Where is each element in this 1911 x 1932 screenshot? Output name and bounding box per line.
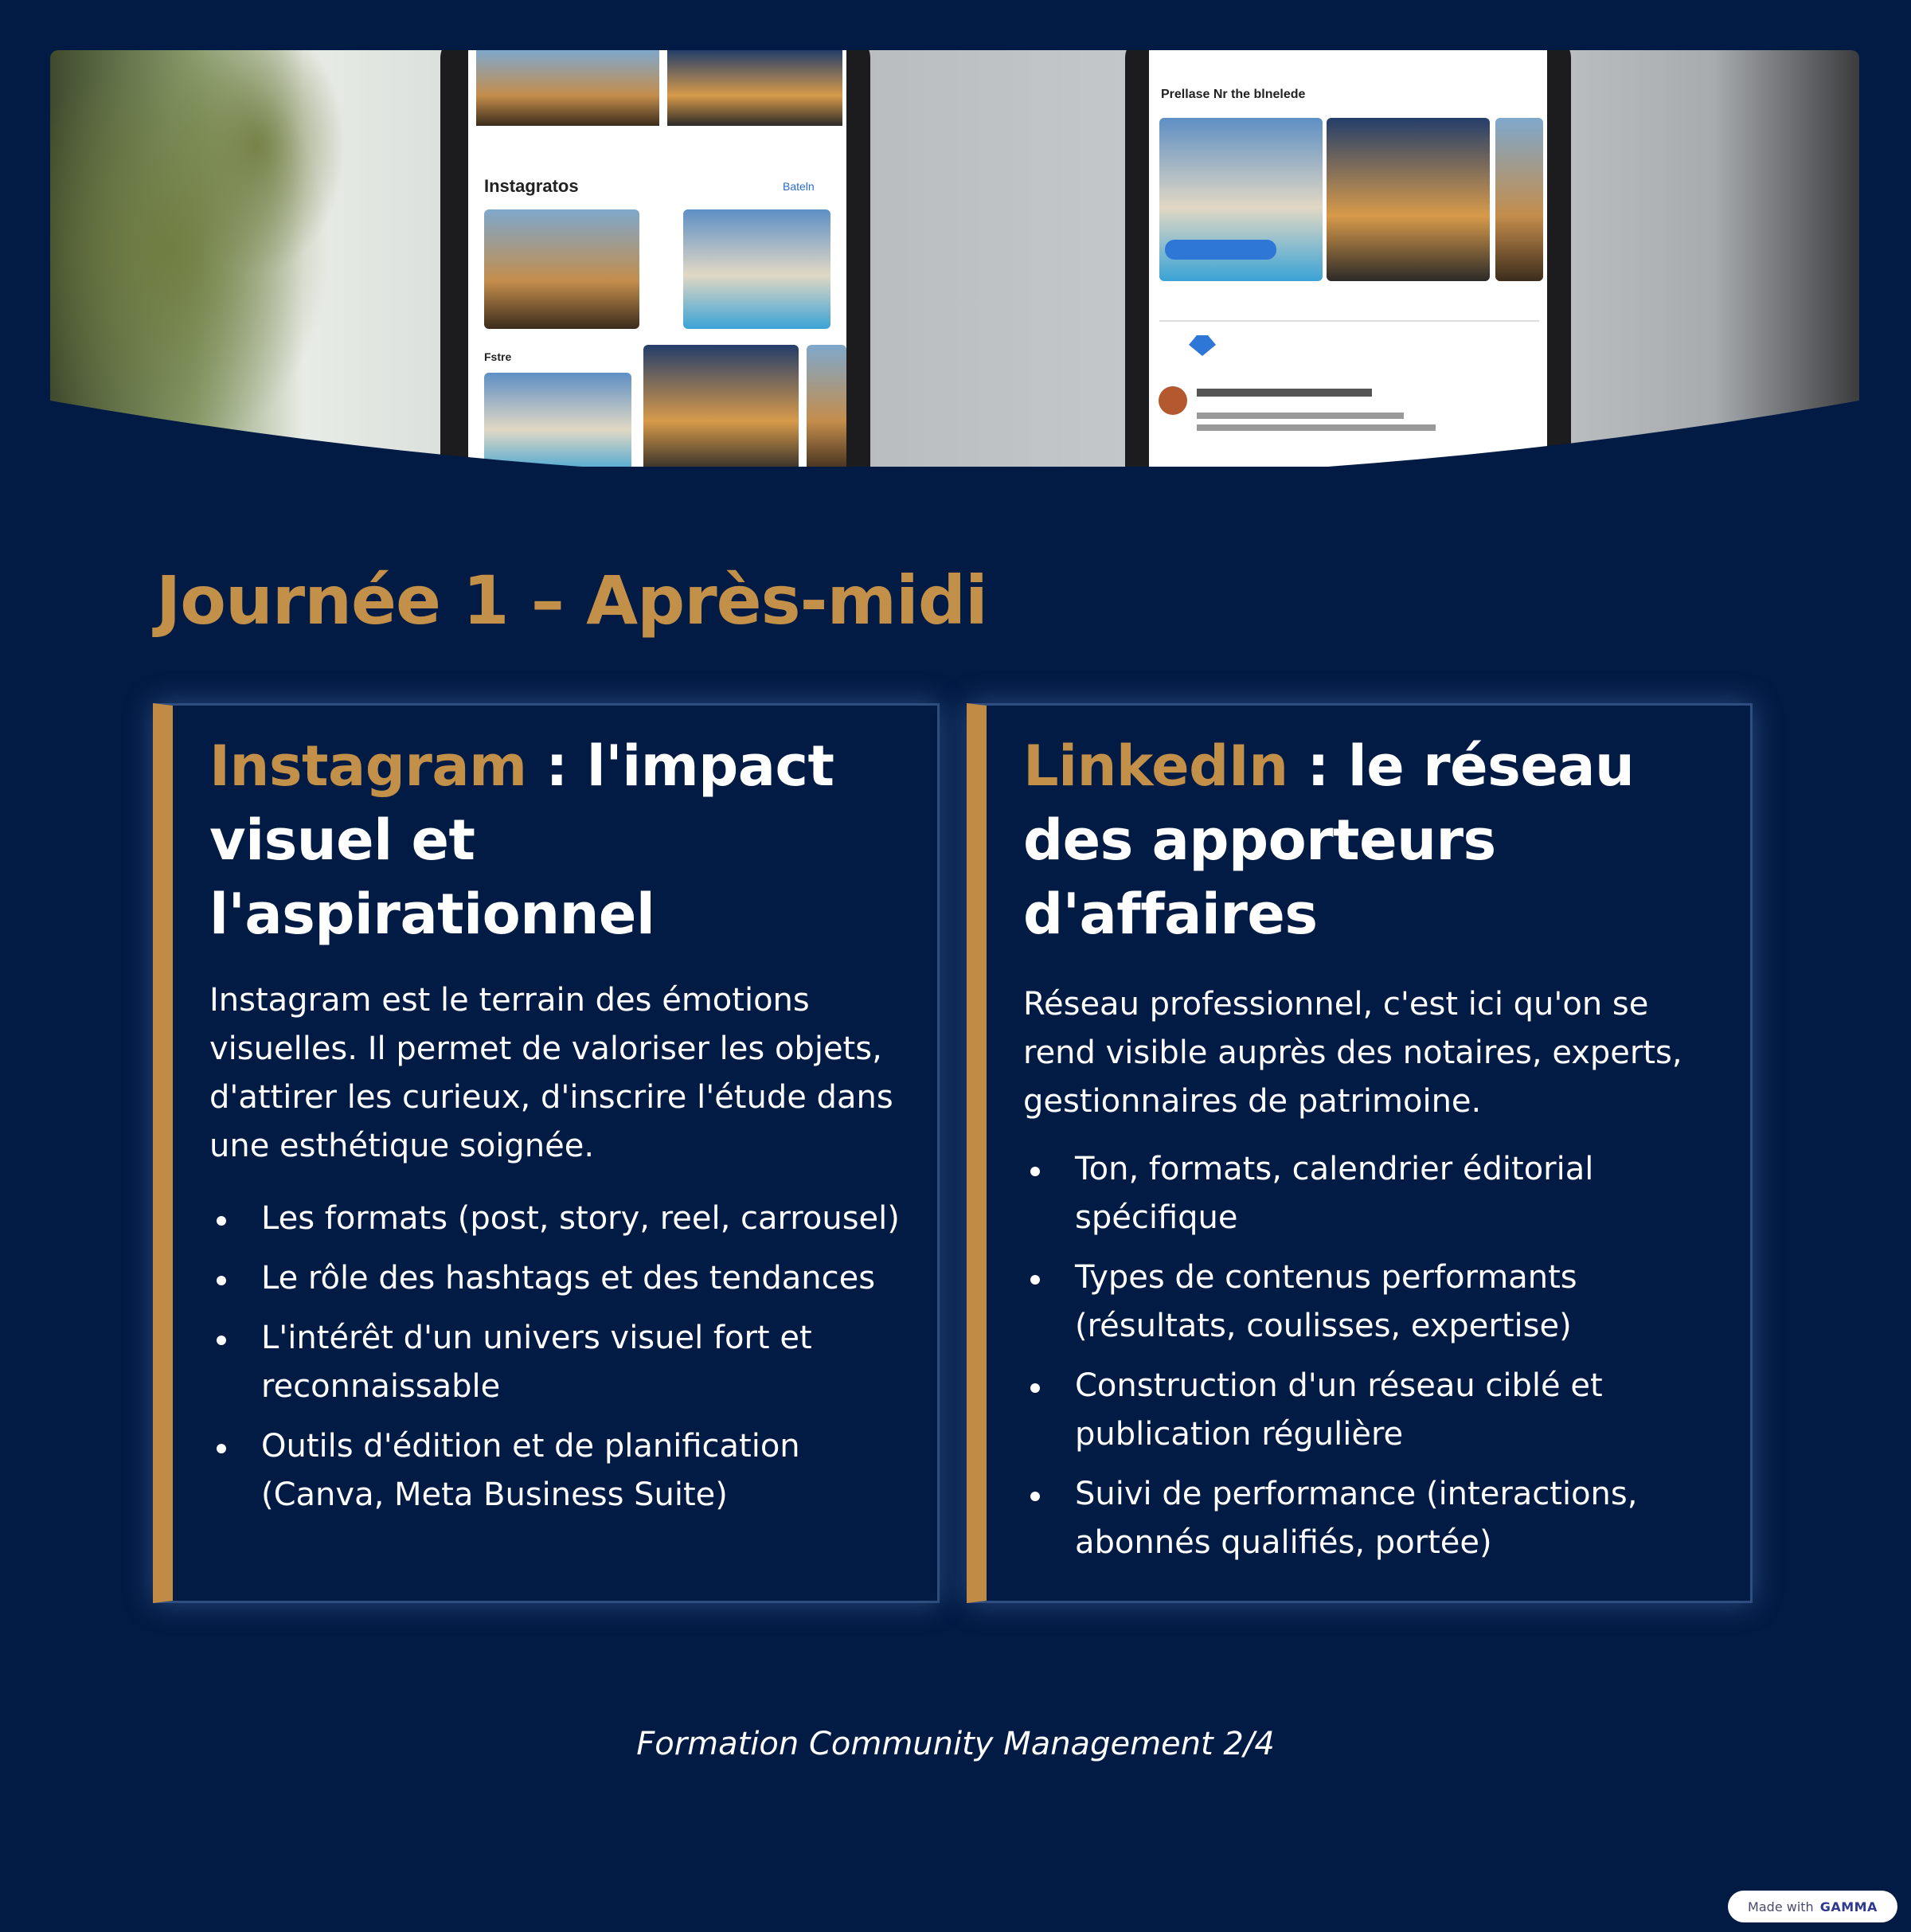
left-phone-title: Instagratos [484, 176, 579, 196]
instagram-card-body: Instagram est le terrain des émotions visuelles. Il permet de valoriser les objets, d'attirer les curieux, d'inscrire l'étude dans une esthétique soignée. [209, 982, 893, 1164]
list-item: Construction d'un réseau ciblé et publication régulière [1023, 1362, 1724, 1459]
made-with-gamma-badge[interactable] [1728, 1891, 1897, 1922]
instagram-card-heading [209, 729, 926, 952]
left-phone-section: Fstre [484, 350, 512, 363]
footer-caption: Formation Community Management 2/4 [636, 1726, 1275, 1762]
badge-prefix: Made with [1748, 1899, 1814, 1914]
instagram-bullet-list [209, 1195, 910, 1531]
linkedin-card-heading [1023, 729, 1740, 952]
instagram-heading-accent: Instagram [209, 733, 527, 799]
linkedin-card [967, 703, 1753, 1603]
linkedin-heading-accent: LinkedIn [1023, 733, 1288, 799]
linkedin-heading-rest: : le réseau des apporteurs d'affaires [1023, 733, 1635, 947]
page-title: Journée 1 – Après-midi [156, 561, 987, 639]
list-item: Types de contenus performants (résultats, coulisses, expertise) [1023, 1253, 1724, 1351]
list-item: Outils d'édition et de planification (Canva, Meta Business Suite) [209, 1422, 910, 1519]
list-item: L'intérêt d'un univers visuel fort et reconnaissable [209, 1314, 910, 1411]
linkedin-bullet-list [1023, 1145, 1724, 1578]
list-item: Le rôle des hashtags et des tendances [209, 1254, 910, 1303]
hero-image [50, 50, 1859, 467]
linkedin-card-body: Réseau professionnel, c'est ici qu'on se rend visible auprès des notaires, experts, gestionnaires de patrimoine. [1023, 986, 1682, 1120]
instagram-card [153, 703, 940, 1603]
list-item: Ton, formats, calendrier éditorial spécifique [1023, 1145, 1724, 1242]
instagram-heading-rest: : l'impact visuel et l'aspirationnel [209, 733, 834, 947]
gamma-logo: GAMMA [1819, 1899, 1878, 1914]
left-phone-link: Bateln [783, 180, 815, 193]
right-phone-title: Prellase Nr the blnelede [1161, 88, 1306, 101]
list-item: Les formats (post, story, reel, carrousel) [209, 1195, 910, 1243]
list-item: Suivi de performance (interactions, abonnés qualifiés, portée) [1023, 1470, 1724, 1567]
